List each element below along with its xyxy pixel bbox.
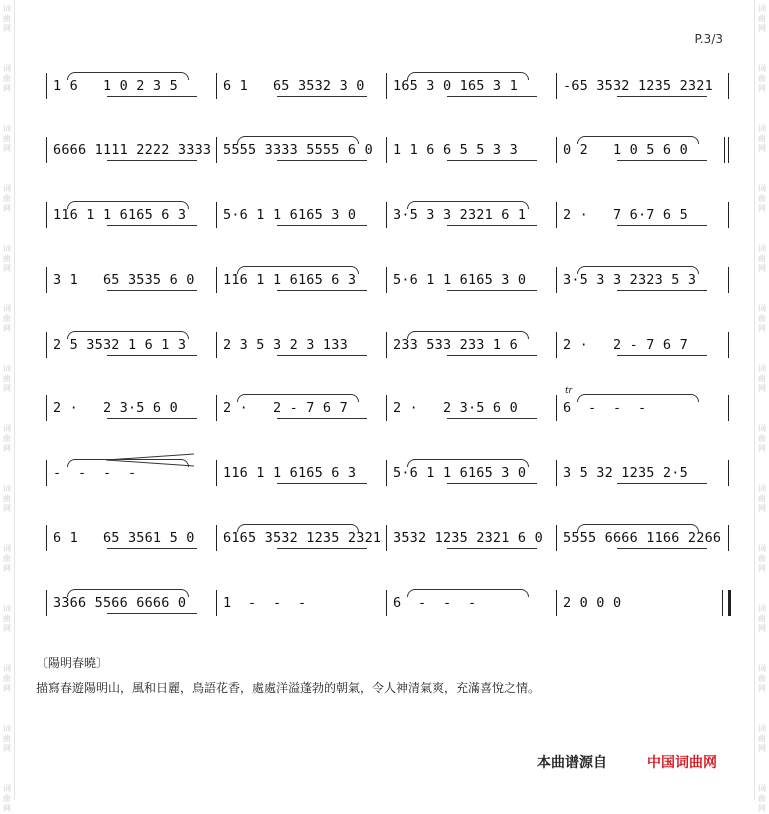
barline xyxy=(728,202,729,228)
slur-arc xyxy=(407,331,529,339)
jianpu-notes: 6 1 65 3532 3 0 xyxy=(223,78,365,94)
beam-underline xyxy=(447,225,537,226)
measure xyxy=(47,197,215,237)
measure xyxy=(217,585,385,625)
watermark-column-left xyxy=(0,0,15,813)
beam-underline xyxy=(617,290,707,291)
measure xyxy=(557,585,727,625)
watermark-mark: 词 曲 网 xyxy=(758,784,766,813)
slur-arc xyxy=(67,331,189,339)
score-system xyxy=(46,386,730,430)
watermark-mark: 词 曲 网 xyxy=(3,4,11,33)
slur-arc xyxy=(237,524,359,532)
jianpu-notes: 5·6 1 1 6165 3 0 xyxy=(223,207,357,223)
barline xyxy=(728,525,729,551)
beam-underline xyxy=(277,96,367,97)
beam-underline xyxy=(277,483,367,484)
beam-underline xyxy=(617,483,707,484)
measure xyxy=(387,585,555,625)
beam-underline xyxy=(277,160,367,161)
beam-underline xyxy=(447,160,537,161)
barline xyxy=(728,137,729,163)
trill-mark: tr xyxy=(565,386,573,396)
measure xyxy=(557,132,727,172)
beam-underline xyxy=(617,355,707,356)
jianpu-notes: 116 1 1 6165 6 3 xyxy=(53,207,187,223)
jianpu-notes: 6666 1111 2222 3333 xyxy=(53,142,211,158)
beam-underline xyxy=(447,355,537,356)
beam-underline xyxy=(617,225,707,226)
jianpu-notes: 0 2 1 0 5 6 0 xyxy=(563,142,688,158)
watermark-mark: 词 曲 网 xyxy=(758,604,766,633)
watermark-mark: 词 曲 网 xyxy=(3,64,11,93)
measure xyxy=(217,390,385,430)
measure xyxy=(217,262,385,302)
jianpu-notes: 6 1 65 3561 5 0 xyxy=(53,530,195,546)
measure xyxy=(47,132,215,172)
watermark-mark: 词 曲 网 xyxy=(3,124,11,153)
measure xyxy=(387,390,555,430)
score-system xyxy=(46,197,730,237)
slur-arc xyxy=(577,524,699,532)
slur-arc xyxy=(577,136,699,144)
watermark-mark: 词 曲 网 xyxy=(758,64,766,93)
watermark-column-right xyxy=(754,0,769,813)
jianpu-notes: 116 1 1 6165 6 3 xyxy=(223,465,357,481)
jianpu-notes: 233 533 233 1 6 xyxy=(393,337,518,353)
barline xyxy=(728,590,731,616)
watermark-mark: 词 曲 网 xyxy=(758,484,766,513)
slur-arc xyxy=(577,394,699,402)
measure xyxy=(387,132,555,172)
slur-arc xyxy=(237,394,359,402)
jianpu-notes: 1 6 1 0 2 3 5 xyxy=(53,78,178,94)
beam-underline xyxy=(277,548,367,549)
jianpu-notes: 2 · 2 - 7 6 7 xyxy=(563,337,688,353)
jianpu-notes: 6165 3532 1235 2321 xyxy=(223,530,381,546)
jianpu-notes: 165 3 0 165 3 1 xyxy=(393,78,518,94)
jianpu-notes: 2 · 2 - 7 6 7 xyxy=(223,400,348,416)
slur-arc xyxy=(407,72,529,80)
measure xyxy=(557,197,727,237)
jianpu-notes: 1 - - - xyxy=(223,595,307,611)
jianpu-notes: 2 · 7 6·7 6 5 xyxy=(563,207,688,223)
beam-underline xyxy=(107,613,197,614)
measure xyxy=(47,585,215,625)
watermark-mark: 词 曲 网 xyxy=(758,4,766,33)
jianpu-notes: 3 5 32 1235 2·5 xyxy=(563,465,688,481)
beam-underline xyxy=(617,160,707,161)
jianpu-notes: 2 3 5 3 2 3 133 xyxy=(223,337,348,353)
score-system xyxy=(46,585,730,625)
score-system xyxy=(46,520,730,560)
measure xyxy=(47,520,215,560)
decrescendo-hairpin xyxy=(106,453,196,467)
measure xyxy=(387,197,555,237)
measure xyxy=(557,520,727,560)
measure xyxy=(47,68,215,108)
watermark-mark: 词 曲 网 xyxy=(3,604,11,633)
beam-underline xyxy=(107,355,197,356)
watermark-mark: 词 曲 网 xyxy=(758,664,766,693)
beam-underline xyxy=(447,418,537,419)
jianpu-notes: 6 - - - xyxy=(563,400,647,416)
jianpu-notes: 6 - - - xyxy=(393,595,477,611)
jianpu-notes: 3 1 65 3535 6 0 xyxy=(53,272,195,288)
watermark-mark: 词 曲 网 xyxy=(758,184,766,213)
barline xyxy=(728,332,729,358)
beam-underline xyxy=(277,225,367,226)
jianpu-notes: 5555 3333 5555 6 0 xyxy=(223,142,373,158)
watermark-mark: 词 曲 网 xyxy=(3,544,11,573)
score-system xyxy=(46,132,730,172)
measure xyxy=(217,327,385,367)
jianpu-notes: 2 0 0 0 xyxy=(563,595,622,611)
jianpu-notes: 5555 6666 1166 2266 xyxy=(563,530,722,546)
watermark-mark: 词 曲 网 xyxy=(3,304,11,333)
slur-arc xyxy=(407,201,529,209)
slur-arc xyxy=(67,589,189,597)
watermark-mark: 词 曲 网 xyxy=(3,664,11,693)
beam-underline xyxy=(107,548,197,549)
beam-underline xyxy=(447,96,537,97)
measure xyxy=(557,262,727,302)
beam-underline xyxy=(107,160,197,161)
beam-underline xyxy=(277,418,367,419)
jianpu-notes: -65 3532 1235 2321 xyxy=(563,78,713,94)
measure xyxy=(387,262,555,302)
measure xyxy=(387,520,555,560)
barline xyxy=(728,460,729,486)
watermark-mark: 词 曲 网 xyxy=(758,544,766,573)
beam-underline xyxy=(107,96,197,97)
source-site-link[interactable]: 中国词曲网 xyxy=(647,755,717,771)
slur-arc xyxy=(577,266,699,274)
beam-underline xyxy=(277,355,367,356)
beam-underline xyxy=(447,290,537,291)
beam-underline xyxy=(447,548,537,549)
watermark-mark: 词 曲 网 xyxy=(3,784,11,813)
measure xyxy=(217,455,385,495)
measure xyxy=(557,327,727,367)
slur-arc xyxy=(67,201,189,209)
jianpu-notes: 3366 5566 6666 0 xyxy=(53,595,187,611)
measure xyxy=(557,68,727,108)
measure xyxy=(47,327,215,367)
watermark-mark: 词 曲 网 xyxy=(758,724,766,753)
watermark-mark: 词 曲 网 xyxy=(3,184,11,213)
score-system xyxy=(46,455,730,495)
watermark-mark: 词 曲 网 xyxy=(758,364,766,393)
jianpu-notes: 2 5 3532 1 6 1 3 xyxy=(53,337,187,353)
jianpu-notes: - - - - xyxy=(53,465,137,481)
beam-underline xyxy=(107,418,197,419)
jianpu-notes: 1 1 6 6 5 5 3 3 xyxy=(393,142,518,158)
watermark-mark: 词 曲 网 xyxy=(758,304,766,333)
piece-description: 描寫春遊陽明山，風和日麗，鳥語花香，處處洋溢蓬勃的朝氣，令人神清氣爽，充滿喜悅之情。 xyxy=(36,681,541,695)
jianpu-notes: 2 · 2 3·5 6 0 xyxy=(393,400,518,416)
watermark-mark: 词 曲 网 xyxy=(3,484,11,513)
slur-arc xyxy=(237,266,359,274)
measure xyxy=(217,68,385,108)
watermark-mark: 词 曲 网 xyxy=(3,424,11,453)
jianpu-notes: 2 · 2 3·5 6 0 xyxy=(53,400,178,416)
measure xyxy=(387,455,555,495)
jianpu-notes: 3·5 3 3 2321 6 1 xyxy=(393,207,527,223)
measure xyxy=(557,455,727,495)
slur-arc xyxy=(407,589,529,597)
watermark-mark: 词 曲 网 xyxy=(758,124,766,153)
watermark-mark: 词 曲 网 xyxy=(758,424,766,453)
beam-underline xyxy=(617,96,707,97)
watermark-mark: 词 曲 网 xyxy=(3,244,11,273)
jianpu-notes: 3·5 3 3 2323 5 3 xyxy=(563,272,697,288)
slur-arc xyxy=(237,136,359,144)
jianpu-notes: 5·6 1 1 6165 3 0 xyxy=(393,465,527,481)
beam-underline xyxy=(107,225,197,226)
beam-underline xyxy=(447,483,537,484)
page-number: P.3/3 xyxy=(694,32,723,46)
barline xyxy=(728,395,729,421)
jianpu-notes: 3532 1235 2321 6 0 xyxy=(393,530,543,546)
measure xyxy=(47,390,215,430)
score-system xyxy=(46,68,730,108)
jianpu-notes: 5·6 1 1 6165 3 0 xyxy=(393,272,527,288)
measure xyxy=(217,132,385,172)
source-label: 本曲谱源自 xyxy=(537,755,607,771)
slur-arc xyxy=(67,72,189,80)
measure xyxy=(217,520,385,560)
watermark-mark: 词 曲 网 xyxy=(3,364,11,393)
barline xyxy=(728,73,729,99)
measure xyxy=(217,197,385,237)
slur-arc xyxy=(407,459,529,467)
piece-title-caption: 〔陽明春曉〕 xyxy=(36,656,109,670)
score-system xyxy=(46,262,730,302)
beam-underline xyxy=(617,548,707,549)
score-system xyxy=(46,327,730,367)
watermark-mark: 词 曲 网 xyxy=(3,724,11,753)
beam-underline xyxy=(277,290,367,291)
measure xyxy=(47,262,215,302)
measure xyxy=(387,68,555,108)
watermark-mark: 词 曲 网 xyxy=(758,244,766,273)
beam-underline xyxy=(107,290,197,291)
jianpu-notes: 116 1 1 6165 6 3 xyxy=(223,272,357,288)
measure xyxy=(387,327,555,367)
measure xyxy=(557,390,727,430)
barline xyxy=(728,267,729,293)
